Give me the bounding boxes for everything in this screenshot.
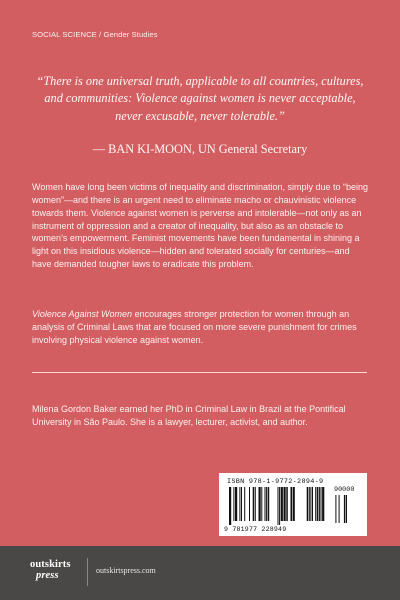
barcode-bar xyxy=(312,487,313,521)
description-paragraph-2 xyxy=(32,308,370,347)
barcode-bar xyxy=(346,495,347,523)
book-title: Violence Against Women xyxy=(32,309,133,319)
barcode-bar xyxy=(253,487,255,521)
barcode-bar xyxy=(241,487,242,521)
barcode-bar xyxy=(268,487,270,521)
barcode-bar xyxy=(266,487,267,521)
barcode-bar xyxy=(255,487,256,521)
description-paragraph-2-text: encourages stronger protection for women through an analysis of Criminal Laws that are focused on more severe punishment for crimes involving physical violence against women. xyxy=(32,309,357,345)
barcode-bar xyxy=(239,487,240,521)
barcode-bar xyxy=(319,487,320,521)
barcode-bar xyxy=(307,487,309,521)
ean-digits: 9 781977 228949 xyxy=(224,526,287,533)
barcode-bar xyxy=(315,487,316,521)
publisher-url: outskirtspress.com xyxy=(96,566,156,575)
quote-attribution: — BAN KI-MOON, UN General Secretary xyxy=(92,142,308,156)
isbn-barcode xyxy=(219,473,367,536)
ean-barcode-bars xyxy=(229,487,327,525)
barcode-bar xyxy=(335,495,336,523)
barcode-bar xyxy=(286,487,288,521)
barcode-bar xyxy=(339,495,340,523)
barcode-bar xyxy=(309,487,310,521)
price-addon-label: 90000 xyxy=(334,486,355,494)
publisher-logo-line1: outskirts xyxy=(30,559,71,570)
back-cover-quote: “There is one universal truth, applicable to all countries, cultures, and communities: Violence against women is never acceptable, never excusable, never tolerable.” xyxy=(36,74,364,123)
publisher-footer xyxy=(0,546,400,600)
barcode-bar xyxy=(293,487,295,521)
section-divider xyxy=(32,372,367,373)
barcode-bar xyxy=(233,487,234,521)
author-bio: Milena Gordon Baker earned her PhD in Criminal Law in Brazil at the Pontifical University in São Paulo. She is a lawyer, lecturer, activist, and author. xyxy=(32,404,346,427)
barcode-bar xyxy=(284,487,286,521)
publisher-logo xyxy=(30,559,71,581)
barcode-bar xyxy=(265,487,266,521)
book-category: SOCIAL SCIENCE / Gender Studies xyxy=(32,30,158,39)
description-paragraph-1: Women have long been victims of inequality and discrimination, simply due to “being women”—and there is an urgent need to eliminate macho or chauvinistic violence towards them. Violence against women is perverse and intolerable—not only as an instrument of oppression and a creator of inequality, but also as an obstacle to women’s empowerment. Feminist movements have been fundamental in shining a light on this insidious violence—hidden and tolerated socially for centuries—and have demanded tougher laws to eradicate this problem. xyxy=(32,182,369,270)
barcode-bar xyxy=(344,495,346,523)
isbn-label: ISBN 978-1-9772-2894-9 xyxy=(227,478,324,486)
publisher-logo-line2: press xyxy=(36,570,59,581)
barcode-bar xyxy=(259,487,261,521)
barcode-bar xyxy=(321,487,322,521)
barcode-bar xyxy=(278,487,279,525)
barcode-bar xyxy=(235,487,237,521)
barcode-bar xyxy=(281,487,283,521)
barcode-bar xyxy=(291,487,293,521)
barcode-bar xyxy=(279,487,280,525)
barcode-bar xyxy=(261,487,262,521)
barcode-bar xyxy=(317,487,319,521)
barcode-bar xyxy=(310,487,311,521)
barcode-bar xyxy=(244,487,245,521)
barcode-bar xyxy=(322,487,324,521)
footer-divider xyxy=(87,558,88,586)
addon-barcode-bars xyxy=(331,495,361,525)
barcode-bar xyxy=(249,487,250,521)
barcode-bar xyxy=(229,487,231,525)
